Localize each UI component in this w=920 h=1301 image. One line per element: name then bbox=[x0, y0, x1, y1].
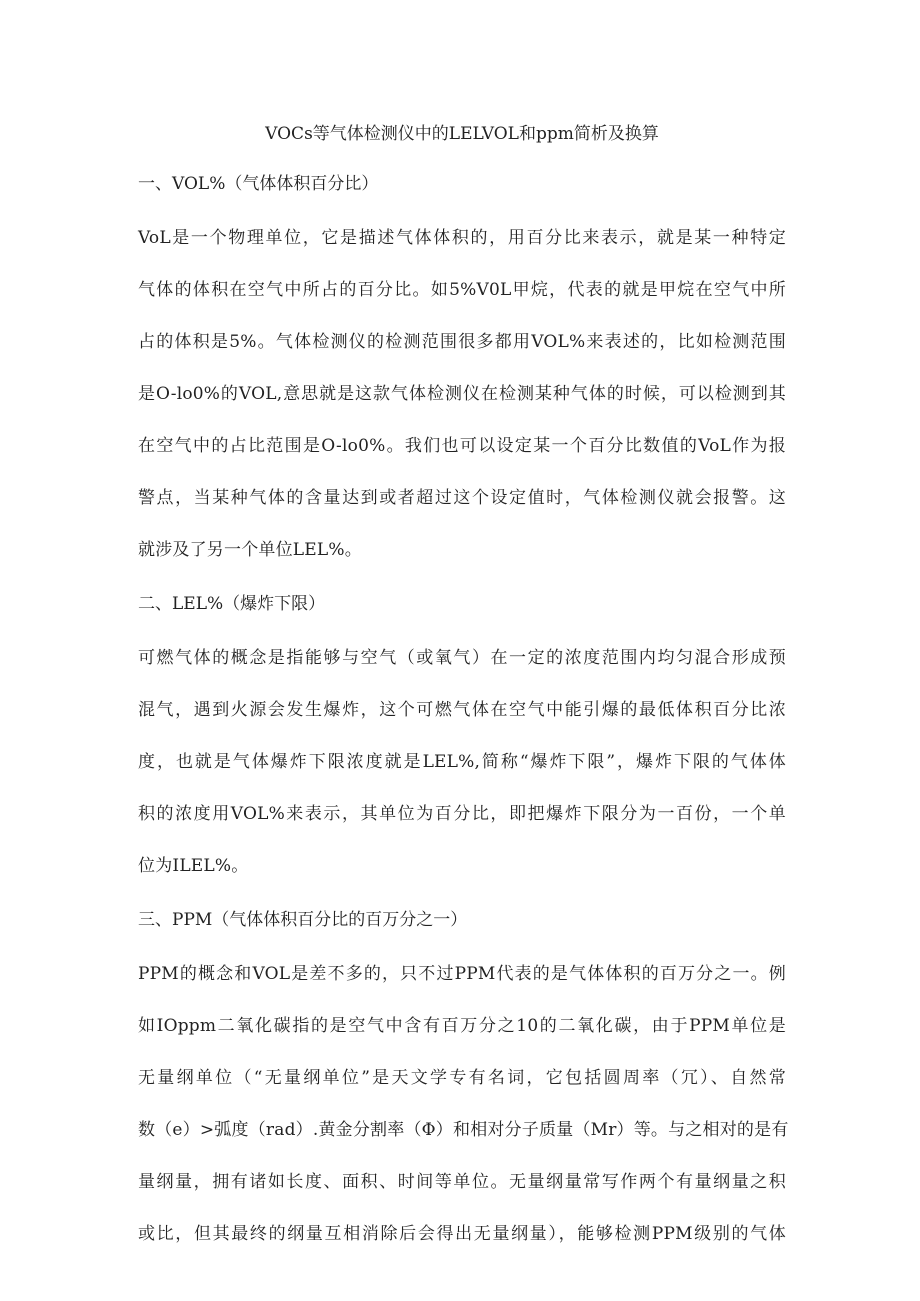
section-heading-vol: 一、VOL%（气体体积百分比） bbox=[138, 174, 379, 194]
section-body-vol bbox=[138, 212, 786, 576]
text-line: PPM的概念和VOL是差不多的，只不过PPM代表的是气体体积的百万分之一。例 bbox=[138, 964, 786, 984]
text-line: 位为ILEL%。 bbox=[138, 856, 249, 876]
text-line: 可燃气体的概念是指能够与空气（或氧气）在一定的浓度范围内均匀混合形成预 bbox=[138, 648, 786, 668]
section-body-lel bbox=[138, 632, 786, 892]
text-line: 如IOppm二氧化碳指的是空气中含有百万分之10的二氧化碳，由于PPM单位是 bbox=[138, 1016, 786, 1036]
text-line: VoL是一个物理单位，它是描述气体体积的，用百分比来表示，就是某一种特定 bbox=[138, 228, 786, 248]
text-line: 无量纲单位（“无量纲单位”是天文学专有名词，它包括圆周率（冗）、自然常 bbox=[138, 1068, 786, 1088]
section-heading-lel: 二、LEL%（爆炸下限） bbox=[138, 594, 326, 614]
document-page bbox=[138, 112, 789, 1266]
section-body-ppm bbox=[138, 948, 789, 1260]
text-line: 混气，遇到火源会发生爆炸，这个可燃气体在空气中能引爆的最低体积百分比浓 bbox=[138, 700, 786, 720]
text-line: 就涉及了另一个单位LEL%。 bbox=[138, 540, 362, 560]
text-line: 在空气中的占比范围是O-lo0%。我们也可以设定某一个百分比数值的VoL作为报 bbox=[138, 436, 786, 456]
document-title: VOCs等气体检测仪中的LELVOL和ppm简析及换算 bbox=[265, 124, 659, 144]
text-line: 度，也就是气体爆炸下限浓度就是LEL%,简称“爆炸下限”，爆炸下限的气体体 bbox=[138, 752, 786, 772]
text-line: 或比，但其最终的纲量互相消除后会得出无量纲量），能够检测PPM级别的气体 bbox=[138, 1224, 786, 1244]
text-line: 占的体积是5%。气体检测仪的检测范围很多都用VOL%来表述的，比如检测范围 bbox=[138, 332, 786, 352]
section-heading-ppm: 三、PPM（气体体积百分比的百万分之一） bbox=[138, 910, 468, 930]
text-line: 数（e）>弧度（rad）.黄金分割率（Φ）和相对分子质量（Mr）等。与之相对的是有 bbox=[138, 1120, 789, 1140]
text-line: 是O-lo0%的VOL,意思就是这款气体检测仪在检测某种气体的时候，可以检测到其 bbox=[138, 384, 786, 404]
text-line: 气体的体积在空气中所占的百分比。如5%V0L甲烷，代表的就是甲烷在空气中所 bbox=[138, 280, 786, 300]
text-line: 量纲量，拥有诸如长度、面积、时间等单位。无量纲量常写作两个有量纲量之积 bbox=[138, 1172, 786, 1192]
text-line: 警点，当某种气体的含量达到或者超过这个设定值时，气体检测仪就会报警。这 bbox=[138, 488, 786, 508]
text-line: 积的浓度用VOL%来表示，其单位为百分比，即把爆炸下限分为一百份，一个单 bbox=[138, 804, 786, 824]
